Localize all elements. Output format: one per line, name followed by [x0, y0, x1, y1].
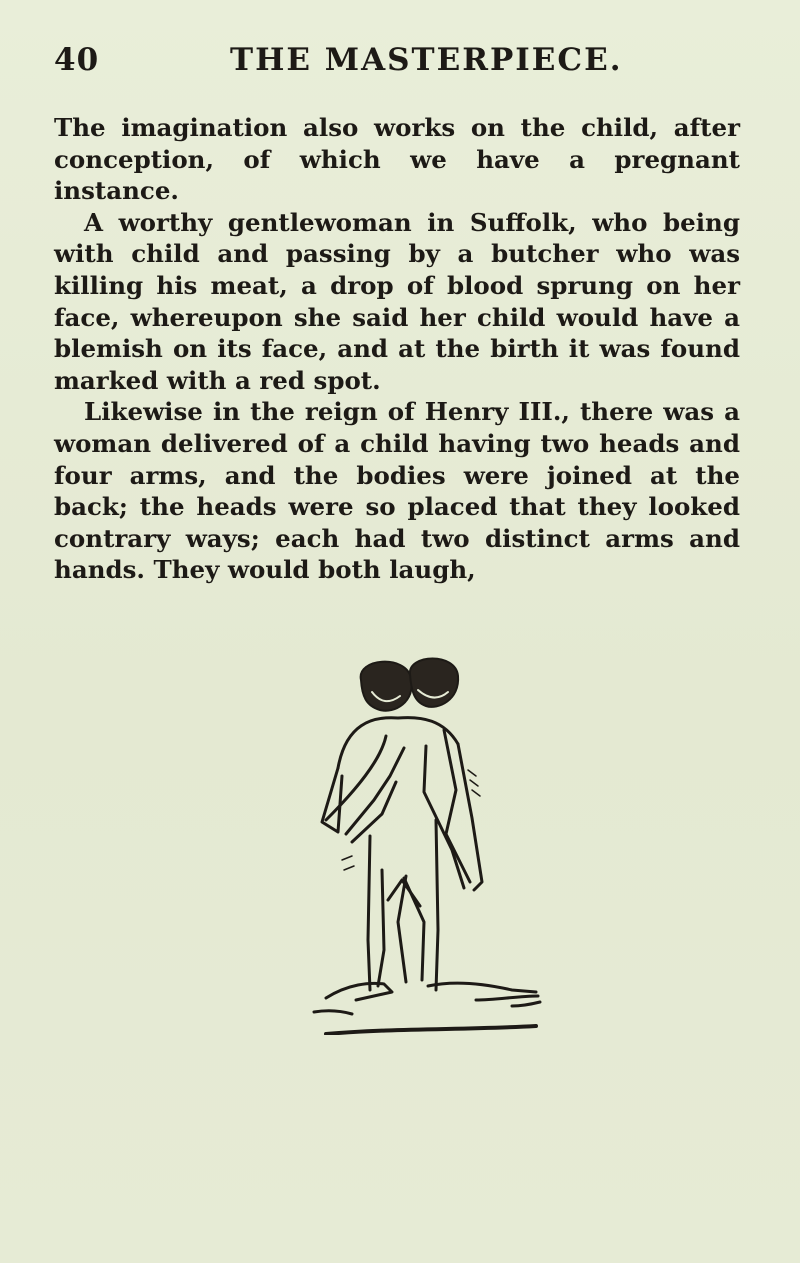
running-title: THE MASTERPIECE.	[230, 42, 623, 78]
paragraph-henry-iii: Likewise in the reign of Henry III., there was a woman delivered of a child having two heads and four arms, and the bodies were joined at the back; the heads were so placed that they looked contrary ways; each had two distinct arms and hands. They would both laugh,	[54, 397, 740, 585]
body-text	[54, 112, 740, 586]
page-number: 40	[54, 42, 100, 78]
paragraph-imagination: The imagination also works on the child, after conception, of which we have a pregnant instance.	[54, 113, 740, 206]
conjoined-twins-woodcut-icon	[286, 650, 556, 1035]
paragraph-suffolk: A worthy gentlewoman in Suffolk, who being with child and passing by a butcher who was killing his meat, a drop of blood sprung on her face, whereupon she said her child would have a blemish on its face, and at the birth it was found marked with a red spot.	[54, 207, 740, 395]
page-header	[54, 42, 744, 94]
